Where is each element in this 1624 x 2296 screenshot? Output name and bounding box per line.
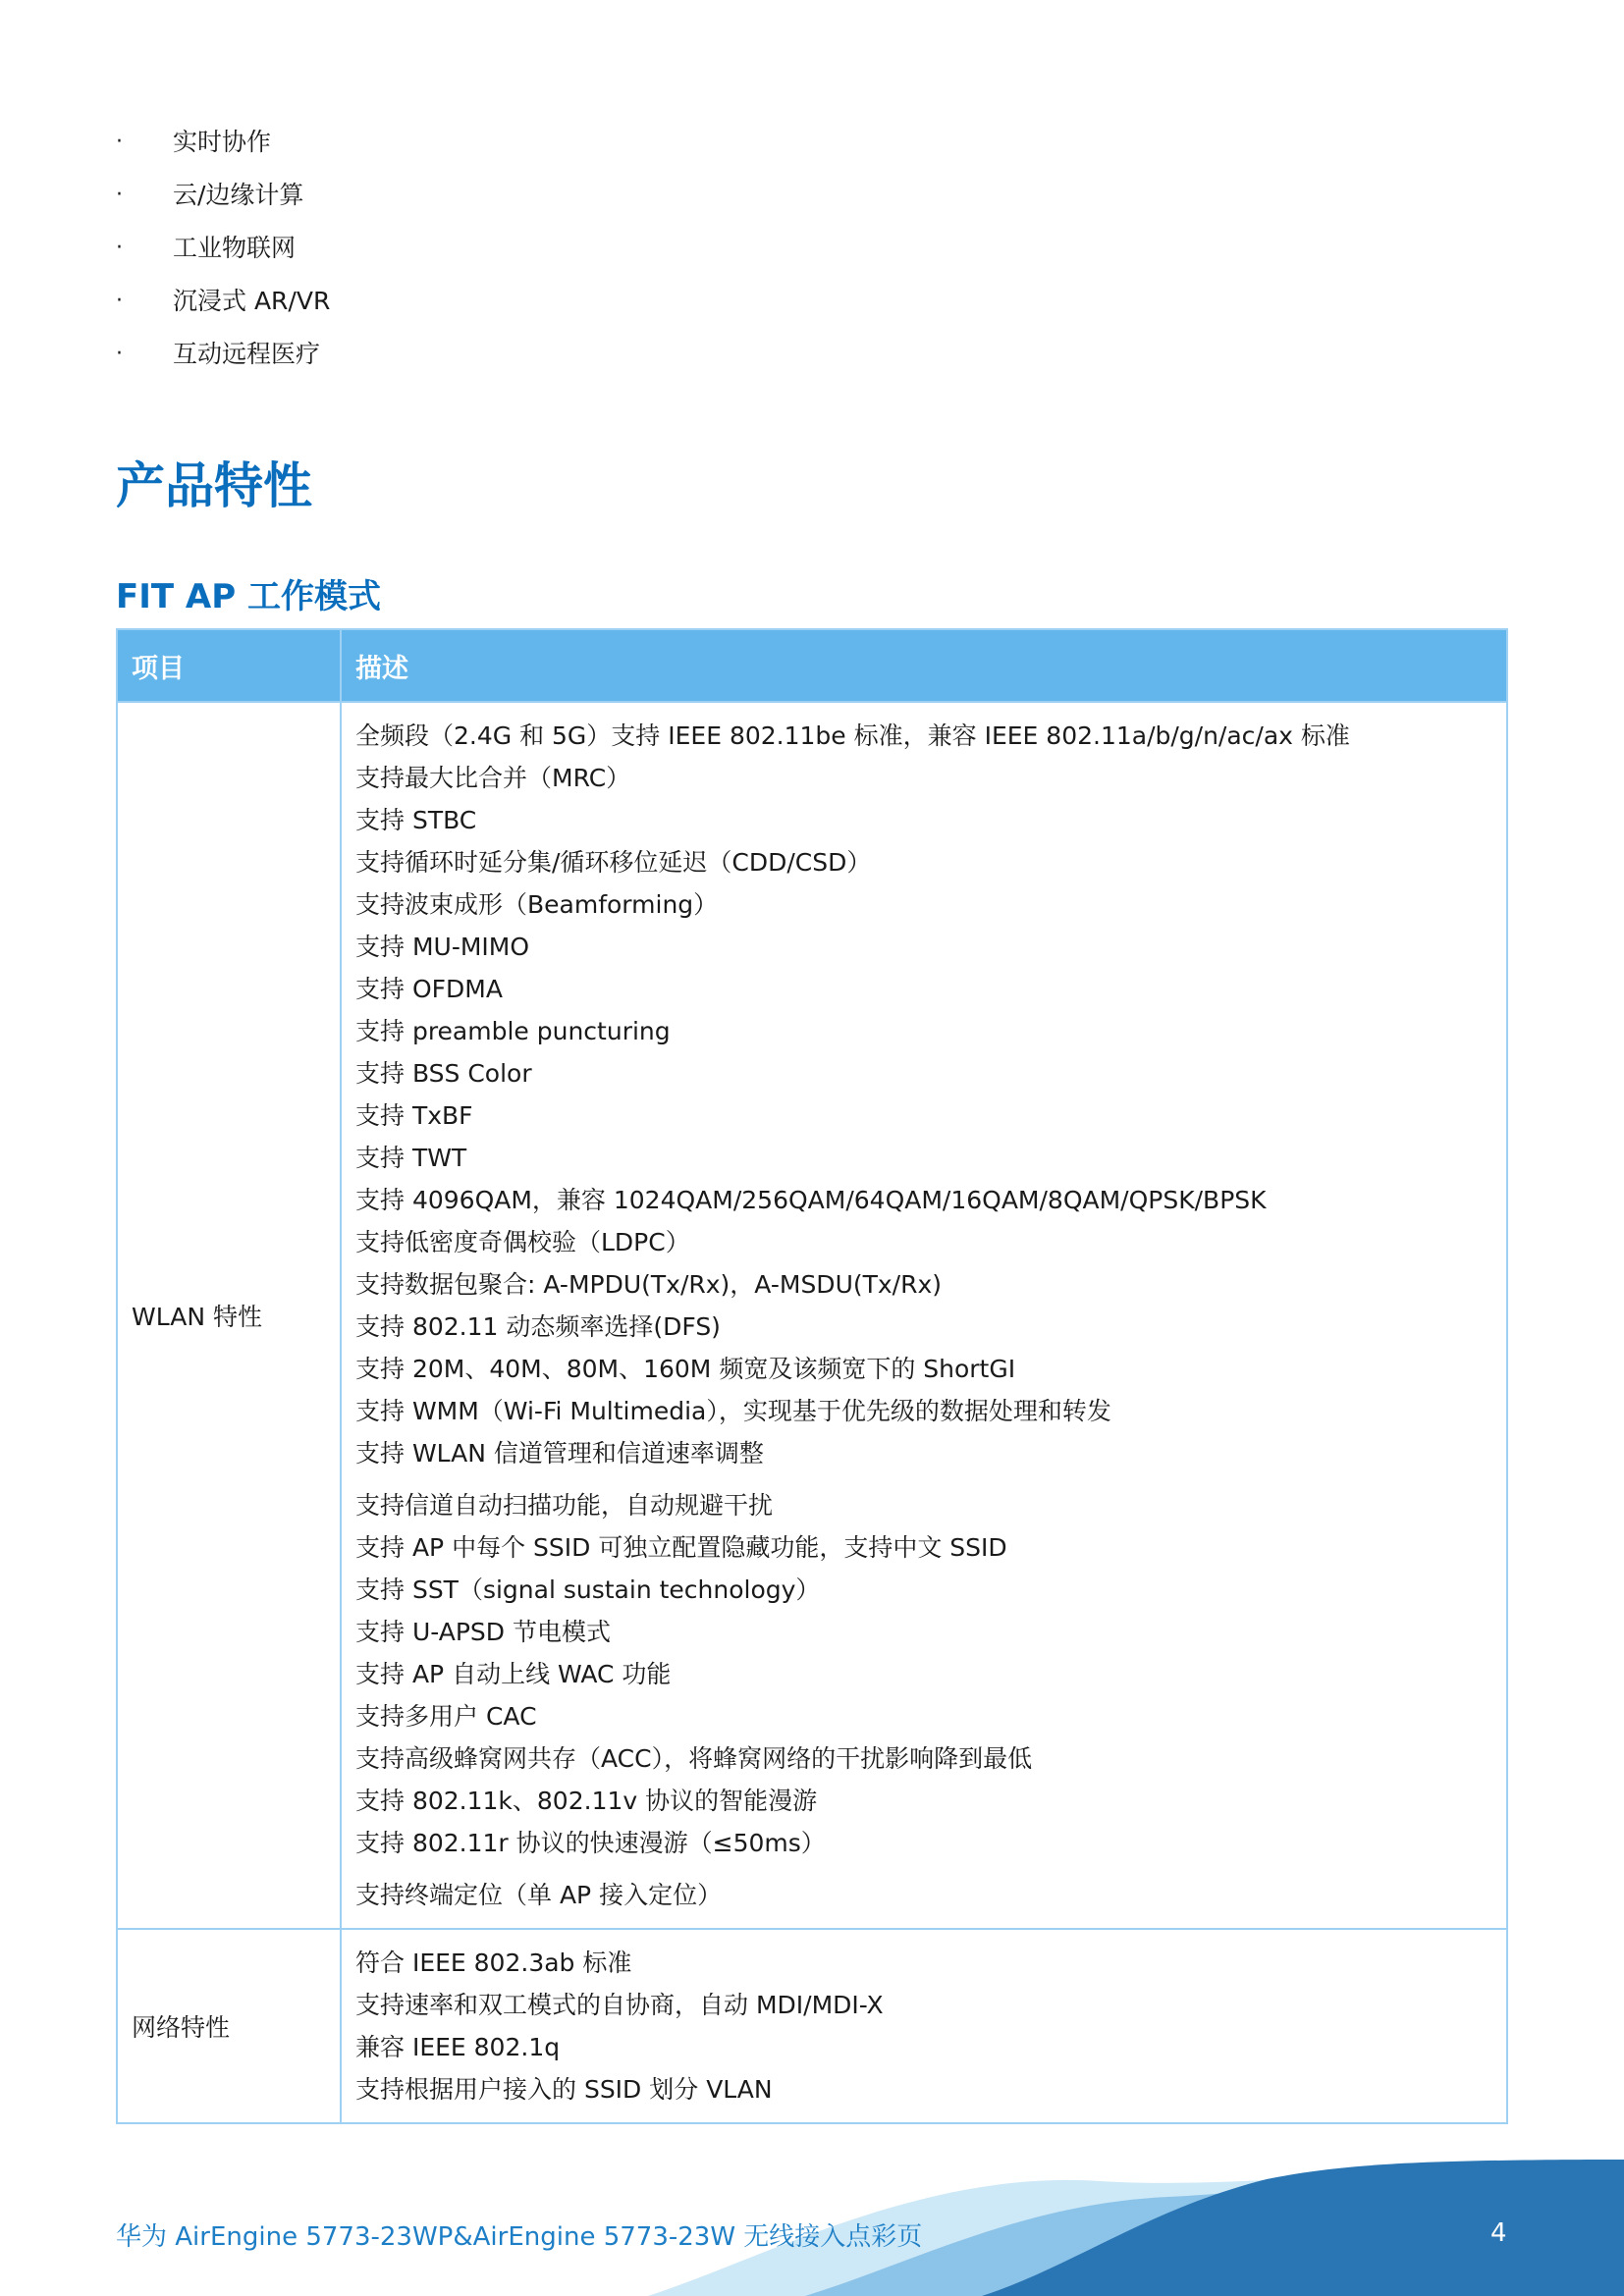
bullet-marker: · <box>116 342 123 366</box>
list-item-text: 实时协作 <box>173 128 272 156</box>
table-row <box>117 702 1507 1929</box>
description-line: 支持 4096QAM，兼容 1024QAM/256QAM/64QAM/16QAM/8QAM/QPSK/BPSK <box>355 1186 1267 1214</box>
description-line: 支持终端定位（单 AP 接入定位） <box>355 1881 723 1909</box>
header-description: 描述 <box>341 629 1507 702</box>
description-line: 支持 802.11r 协议的快速漫游（≤50ms） <box>355 1829 826 1857</box>
bullet-marker: · <box>116 183 123 207</box>
list-item-text: 云/边缘计算 <box>173 181 304 209</box>
bullet-marker: · <box>116 236 123 260</box>
sub-title: FIT AP 工作模式 <box>116 577 381 616</box>
description-line: 支持 20M、40M、80M、160M 频宽及该频宽下的 ShortGI <box>355 1355 1016 1383</box>
description-line: 支持速率和双工模式的自协商，自动 MDI/MDI-X <box>355 1991 884 2019</box>
description-line: 支持高级蜂窝网共存（ACC），将蜂窝网络的干扰影响降到最低 <box>355 1744 1033 1773</box>
description-line: 支持 STBC <box>355 806 477 834</box>
description-line: 支持 WMM（Wi-Fi Multimedia），实现基于优先级的数据处理和转发 <box>355 1397 1111 1425</box>
row-item-label: 网络特性 <box>117 1929 341 2123</box>
description-line: 支持循环时延分集/循环移位延迟（CDD/CSD） <box>355 848 872 877</box>
footer-title: 华为 AirEngine 5773-23WP&AirEngine 5773-23W 无线接入点彩页 <box>116 2222 923 2252</box>
description-line: 支持 MU-MIMO <box>355 933 530 961</box>
page-footer <box>0 2160 1624 2296</box>
description-line: 支持 TxBF <box>355 1101 473 1130</box>
description-line: 支持 AP 中每个 SSID 可独立配置隐藏功能，支持中文 SSID <box>355 1533 1007 1562</box>
description-line: 符合 IEEE 802.3ab 标准 <box>355 1949 632 1977</box>
list-item-text: 工业物联网 <box>173 234 297 262</box>
description-line: 支持 WLAN 信道管理和信道速率调整 <box>355 1439 764 1468</box>
description-line: 支持低密度奇偶校验（LDPC） <box>355 1228 690 1256</box>
description-line: 支持信道自动扫描功能，自动规避干扰 <box>355 1491 774 1520</box>
row-description <box>341 702 1507 1929</box>
description-line: 支持 OFDMA <box>355 975 503 1003</box>
table-header-row <box>117 629 1507 702</box>
description-line: 支持 U-APSD 节电模式 <box>355 1618 611 1646</box>
spec-table <box>116 628 1508 2124</box>
description-line: 支持根据用户接入的 SSID 划分 VLAN <box>355 2075 773 2104</box>
description-line: 支持 BSS Color <box>355 1059 532 1088</box>
row-description <box>341 1929 1507 2123</box>
header-item: 项目 <box>117 629 341 702</box>
description-line: 支持数据包聚合: A-MPDU(Tx/Rx)，A-MSDU(Tx/Rx) <box>355 1270 943 1299</box>
description-line: 支持 TWT <box>355 1144 467 1172</box>
description-line: 兼容 IEEE 802.1q <box>355 2033 561 2061</box>
section-title: 产品特性 <box>116 457 312 514</box>
bullet-marker: · <box>116 130 123 154</box>
list-item-text: 互动远程医疗 <box>173 340 321 368</box>
description-line: 支持最大比合并（MRC） <box>355 764 631 792</box>
description-line: 支持 SST（signal sustain technology） <box>355 1575 821 1604</box>
page-number: 4 <box>1490 2218 1507 2248</box>
description-line: 支持波束成形（Beamforming） <box>355 890 719 919</box>
row-item-label: WLAN 特性 <box>117 702 341 1929</box>
description-line: 支持 802.11 动态频率选择(DFS) <box>355 1312 721 1341</box>
table-row <box>117 1929 1507 2123</box>
description-line: 全频段（2.4G 和 5G）支持 IEEE 802.11be 标准，兼容 IEEE 802.11a/b/g/n/ac/ax 标准 <box>355 721 1350 750</box>
description-line: 支持 802.11k、802.11v 协议的智能漫游 <box>355 1787 818 1815</box>
description-line: 支持多用户 CAC <box>355 1702 537 1731</box>
description-line: 支持 preamble puncturing <box>355 1017 671 1045</box>
description-line: 支持 AP 自动上线 WAC 功能 <box>355 1660 672 1688</box>
list-item-text: 沉浸式 AR/VR <box>173 287 331 315</box>
bullet-marker: · <box>116 289 123 313</box>
